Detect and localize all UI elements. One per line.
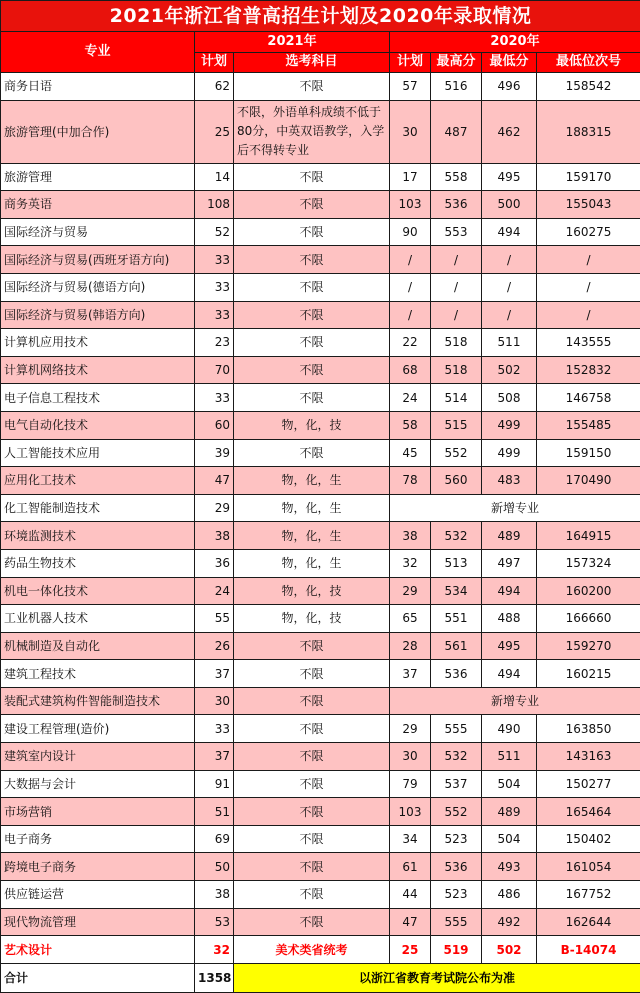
- header-year-2020: 2020年: [390, 32, 640, 53]
- lowest-rank-cell: 143163: [537, 743, 640, 771]
- highest-score-cell: 551: [431, 605, 482, 633]
- plan-2021-cell: 36: [195, 549, 234, 577]
- table-row: [1, 329, 640, 357]
- lowest-rank-cell: 160275: [537, 218, 640, 246]
- plan-2020-cell: 45: [390, 439, 431, 467]
- plan-2021-cell: 50: [195, 853, 234, 881]
- plan-2021-cell: 33: [195, 246, 234, 274]
- major-cell: 商务英语: [1, 191, 195, 219]
- highest-score-cell: 523: [431, 881, 482, 909]
- highest-score-cell: /: [431, 246, 482, 274]
- plan-2020-cell: 29: [390, 577, 431, 605]
- table-row: [1, 356, 640, 384]
- major-cell: 商务日语: [1, 73, 195, 101]
- plan-2021-cell: 23: [195, 329, 234, 357]
- major-cell: 计算机应用技术: [1, 329, 195, 357]
- highest-score-cell: 518: [431, 329, 482, 357]
- subjects-cell: 不限: [234, 218, 390, 246]
- lowest-score-cell: 488: [482, 605, 537, 633]
- highest-score-cell: /: [431, 301, 482, 329]
- lowest-rank-cell: 188315: [537, 100, 640, 163]
- table-row: [1, 191, 640, 219]
- major-cell: 旅游管理(中加合作): [1, 100, 195, 163]
- subjects-cell: 不限: [234, 191, 390, 219]
- subjects-cell: 不限: [234, 798, 390, 826]
- lowest-rank-cell: 155485: [537, 411, 640, 439]
- lowest-score-cell: /: [482, 301, 537, 329]
- plan-2020-cell: 29: [390, 715, 431, 743]
- subjects-cell: 不限: [234, 743, 390, 771]
- plan-2020-cell: 65: [390, 605, 431, 633]
- plan-2020-cell: 44: [390, 881, 431, 909]
- lowest-score-cell: 494: [482, 218, 537, 246]
- major-cell: 药品生物技术: [1, 549, 195, 577]
- lowest-rank-cell: 164915: [537, 522, 640, 550]
- plan-2021-cell: 24: [195, 577, 234, 605]
- plan-2021-cell: 55: [195, 605, 234, 633]
- major-cell: 电子信息工程技术: [1, 384, 195, 412]
- plan-2021-cell: 33: [195, 301, 234, 329]
- major-cell: 市场营销: [1, 798, 195, 826]
- table-row: [1, 246, 640, 274]
- plan-2021-cell: 60: [195, 411, 234, 439]
- lowest-score-cell: 502: [482, 936, 537, 964]
- subjects-cell: 不限: [234, 273, 390, 301]
- table-row: [1, 908, 640, 936]
- major-cell: 化工智能制造技术: [1, 494, 195, 522]
- plan-2020-cell: 30: [390, 743, 431, 771]
- major-cell: 艺术设计: [1, 936, 195, 964]
- header-year-2021: 2021年: [195, 32, 390, 53]
- plan-2020-cell: /: [390, 273, 431, 301]
- lowest-score-cell: 508: [482, 384, 537, 412]
- lowest-score-cell: 497: [482, 549, 537, 577]
- plan-2020-cell: 25: [390, 936, 431, 964]
- highest-score-cell: 552: [431, 798, 482, 826]
- lowest-rank-cell: 167752: [537, 881, 640, 909]
- plan-2021-cell: 37: [195, 743, 234, 771]
- plan-2020-cell: 37: [390, 660, 431, 688]
- header-lowest-rank: 最低位次号: [537, 52, 640, 73]
- new-major-cell: 新增专业: [390, 494, 640, 522]
- header-highest-score: 最高分: [431, 52, 482, 73]
- total-note: 以浙江省教育考试院公布为准: [234, 963, 640, 992]
- table-row: [1, 522, 640, 550]
- highest-score-cell: 536: [431, 853, 482, 881]
- header-subjects: 选考科目: [234, 52, 390, 73]
- table-row: [1, 743, 640, 771]
- lowest-rank-cell: 162644: [537, 908, 640, 936]
- major-cell: 国际经济与贸易(西班牙语方向): [1, 246, 195, 274]
- lowest-rank-cell: 163850: [537, 715, 640, 743]
- major-cell: 建筑工程技术: [1, 660, 195, 688]
- highest-score-cell: 515: [431, 411, 482, 439]
- plan-2020-cell: 103: [390, 798, 431, 826]
- header-major: 专业: [1, 32, 195, 73]
- subjects-cell: 不限: [234, 384, 390, 412]
- highest-score-cell: 532: [431, 522, 482, 550]
- major-cell: 国际经济与贸易(韩语方向): [1, 301, 195, 329]
- highest-score-cell: 516: [431, 73, 482, 101]
- plan-2020-cell: 38: [390, 522, 431, 550]
- plan-2021-cell: 38: [195, 522, 234, 550]
- lowest-score-cell: 511: [482, 329, 537, 357]
- subjects-cell: 物，化，技: [234, 577, 390, 605]
- plan-2021-cell: 69: [195, 825, 234, 853]
- table-row: [1, 853, 640, 881]
- subjects-cell: 物，化，技: [234, 411, 390, 439]
- table-row: [1, 632, 640, 660]
- lowest-score-cell: 495: [482, 163, 537, 191]
- highest-score-cell: /: [431, 273, 482, 301]
- table-row: [1, 411, 640, 439]
- plan-2021-cell: 33: [195, 384, 234, 412]
- table-row: [1, 715, 640, 743]
- lowest-score-cell: 496: [482, 73, 537, 101]
- major-cell: 国际经济与贸易(德语方向): [1, 273, 195, 301]
- lowest-score-cell: 490: [482, 715, 537, 743]
- sheet-title: 2021年浙江省普高招生计划及2020年录取情况: [1, 1, 640, 32]
- major-cell: 工业机器人技术: [1, 605, 195, 633]
- lowest-score-cell: 489: [482, 522, 537, 550]
- plan-2020-cell: 68: [390, 356, 431, 384]
- subjects-cell: 不限: [234, 163, 390, 191]
- highest-score-cell: 537: [431, 770, 482, 798]
- major-cell: 电子商务: [1, 825, 195, 853]
- plan-2020-cell: 47: [390, 908, 431, 936]
- subjects-cell: 不限: [234, 301, 390, 329]
- highest-score-cell: 518: [431, 356, 482, 384]
- table-row: [1, 798, 640, 826]
- lowest-score-cell: 493: [482, 853, 537, 881]
- table-row: [1, 273, 640, 301]
- lowest-rank-cell: 160215: [537, 660, 640, 688]
- lowest-rank-cell: 161054: [537, 853, 640, 881]
- subjects-cell: 不限: [234, 770, 390, 798]
- subjects-cell: 不限: [234, 660, 390, 688]
- lowest-rank-cell: 150277: [537, 770, 640, 798]
- lowest-score-cell: 462: [482, 100, 537, 163]
- highest-score-cell: 553: [431, 218, 482, 246]
- header-plan-2021: 计划: [195, 52, 234, 73]
- total-label: 合计: [1, 963, 195, 992]
- plan-2021-cell: 30: [195, 687, 234, 715]
- lowest-score-cell: 511: [482, 743, 537, 771]
- plan-2021-cell: 47: [195, 467, 234, 495]
- lowest-rank-cell: 159270: [537, 632, 640, 660]
- lowest-rank-cell: 143555: [537, 329, 640, 357]
- subjects-cell: 不限，外语单科成绩不低于80分，中英双语教学，入学后不得转专业: [234, 100, 390, 163]
- total-plan: 1358: [195, 963, 234, 992]
- subjects-cell: 不限: [234, 908, 390, 936]
- table-row: [1, 770, 640, 798]
- lowest-score-cell: /: [482, 273, 537, 301]
- subjects-cell: 不限: [234, 246, 390, 274]
- lowest-rank-cell: /: [537, 246, 640, 274]
- highest-score-cell: 560: [431, 467, 482, 495]
- table-row: [1, 301, 640, 329]
- lowest-score-cell: 494: [482, 577, 537, 605]
- major-cell: 人工智能技术应用: [1, 439, 195, 467]
- plan-2020-cell: 17: [390, 163, 431, 191]
- plan-2021-cell: 26: [195, 632, 234, 660]
- subjects-cell: 美术类省统考: [234, 936, 390, 964]
- plan-2021-cell: 14: [195, 163, 234, 191]
- plan-2020-cell: 24: [390, 384, 431, 412]
- major-cell: 国际经济与贸易: [1, 218, 195, 246]
- table-row: [1, 936, 640, 964]
- highest-score-cell: 536: [431, 191, 482, 219]
- plan-2020-cell: 57: [390, 73, 431, 101]
- table-row: [1, 100, 640, 163]
- lowest-rank-cell: 165464: [537, 798, 640, 826]
- major-cell: 应用化工技术: [1, 467, 195, 495]
- lowest-rank-cell: 158542: [537, 73, 640, 101]
- table-row: [1, 163, 640, 191]
- major-cell: 环境监测技术: [1, 522, 195, 550]
- lowest-score-cell: 499: [482, 439, 537, 467]
- highest-score-cell: 532: [431, 743, 482, 771]
- lowest-score-cell: 499: [482, 411, 537, 439]
- lowest-score-cell: 494: [482, 660, 537, 688]
- plan-2021-cell: 25: [195, 100, 234, 163]
- lowest-score-cell: 502: [482, 356, 537, 384]
- major-cell: 装配式建筑构件智能制造技术: [1, 687, 195, 715]
- lowest-rank-cell: 155043: [537, 191, 640, 219]
- table-row: [1, 687, 640, 715]
- highest-score-cell: 514: [431, 384, 482, 412]
- plan-2021-cell: 33: [195, 273, 234, 301]
- subjects-cell: 物，化，生: [234, 522, 390, 550]
- table-row: [1, 605, 640, 633]
- plan-2021-cell: 62: [195, 73, 234, 101]
- major-cell: 现代物流管理: [1, 908, 195, 936]
- major-cell: 计算机网络技术: [1, 356, 195, 384]
- lowest-score-cell: 495: [482, 632, 537, 660]
- subjects-cell: 物，化，生: [234, 467, 390, 495]
- table-row: [1, 549, 640, 577]
- lowest-rank-cell: 170490: [537, 467, 640, 495]
- lowest-rank-cell: 150402: [537, 825, 640, 853]
- subjects-cell: 物，化，生: [234, 549, 390, 577]
- lowest-rank-cell: 166660: [537, 605, 640, 633]
- plan-2020-cell: /: [390, 301, 431, 329]
- lowest-score-cell: 483: [482, 467, 537, 495]
- table-row: [1, 218, 640, 246]
- total-row: [1, 963, 640, 992]
- lowest-score-cell: /: [482, 246, 537, 274]
- lowest-score-cell: 500: [482, 191, 537, 219]
- highest-score-cell: 555: [431, 715, 482, 743]
- subjects-cell: 不限: [234, 687, 390, 715]
- lowest-score-cell: 486: [482, 881, 537, 909]
- plan-2020-cell: /: [390, 246, 431, 274]
- plan-2021-cell: 91: [195, 770, 234, 798]
- plan-2020-cell: 32: [390, 549, 431, 577]
- lowest-score-cell: 489: [482, 798, 537, 826]
- table-row: [1, 73, 640, 101]
- header-plan-2020: 计划: [390, 52, 431, 73]
- table-body: [1, 73, 640, 964]
- major-cell: 跨境电子商务: [1, 853, 195, 881]
- plan-2020-cell: 22: [390, 329, 431, 357]
- plan-2021-cell: 70: [195, 356, 234, 384]
- lowest-rank-cell: /: [537, 301, 640, 329]
- plan-2020-cell: 103: [390, 191, 431, 219]
- plan-2021-cell: 33: [195, 715, 234, 743]
- table-row: [1, 467, 640, 495]
- subjects-cell: 不限: [234, 825, 390, 853]
- highest-score-cell: 536: [431, 660, 482, 688]
- subjects-cell: 物，化，生: [234, 494, 390, 522]
- plan-2021-cell: 37: [195, 660, 234, 688]
- highest-score-cell: 519: [431, 936, 482, 964]
- plan-2021-cell: 32: [195, 936, 234, 964]
- plan-2020-cell: 79: [390, 770, 431, 798]
- subjects-cell: 不限: [234, 329, 390, 357]
- lowest-score-cell: 492: [482, 908, 537, 936]
- new-major-cell: 新增专业: [390, 687, 640, 715]
- subjects-cell: 不限: [234, 881, 390, 909]
- highest-score-cell: 555: [431, 908, 482, 936]
- highest-score-cell: 523: [431, 825, 482, 853]
- plan-2020-cell: 90: [390, 218, 431, 246]
- subjects-cell: 不限: [234, 439, 390, 467]
- subjects-cell: 不限: [234, 356, 390, 384]
- highest-score-cell: 561: [431, 632, 482, 660]
- plan-2020-cell: 61: [390, 853, 431, 881]
- table-row: [1, 494, 640, 522]
- plan-2021-cell: 38: [195, 881, 234, 909]
- highest-score-cell: 513: [431, 549, 482, 577]
- plan-2020-cell: 78: [390, 467, 431, 495]
- lowest-rank-cell: B-14074: [537, 936, 640, 964]
- subjects-cell: 不限: [234, 853, 390, 881]
- major-cell: 旅游管理: [1, 163, 195, 191]
- subjects-cell: 物，化，技: [234, 605, 390, 633]
- subjects-cell: 不限: [234, 73, 390, 101]
- lowest-rank-cell: 157324: [537, 549, 640, 577]
- lowest-rank-cell: /: [537, 273, 640, 301]
- major-cell: 机械制造及自动化: [1, 632, 195, 660]
- plan-2021-cell: 39: [195, 439, 234, 467]
- major-cell: 供应链运营: [1, 881, 195, 909]
- lowest-rank-cell: 146758: [537, 384, 640, 412]
- lowest-rank-cell: 160200: [537, 577, 640, 605]
- plan-2020-cell: 30: [390, 100, 431, 163]
- plan-2021-cell: 52: [195, 218, 234, 246]
- highest-score-cell: 487: [431, 100, 482, 163]
- table-row: [1, 577, 640, 605]
- table-row: [1, 384, 640, 412]
- highest-score-cell: 552: [431, 439, 482, 467]
- subjects-cell: 不限: [234, 715, 390, 743]
- major-cell: 大数据与会计: [1, 770, 195, 798]
- highest-score-cell: 558: [431, 163, 482, 191]
- table-row: [1, 439, 640, 467]
- plan-2021-cell: 53: [195, 908, 234, 936]
- lowest-rank-cell: 152832: [537, 356, 640, 384]
- plan-2020-cell: 34: [390, 825, 431, 853]
- major-cell: 建设工程管理(造价): [1, 715, 195, 743]
- table-row: [1, 825, 640, 853]
- highest-score-cell: 534: [431, 577, 482, 605]
- lowest-rank-cell: 159150: [537, 439, 640, 467]
- header-lowest-score: 最低分: [482, 52, 537, 73]
- lowest-score-cell: 504: [482, 770, 537, 798]
- lowest-rank-cell: 159170: [537, 163, 640, 191]
- table-row: [1, 660, 640, 688]
- major-cell: 电气自动化技术: [1, 411, 195, 439]
- major-cell: 建筑室内设计: [1, 743, 195, 771]
- lowest-score-cell: 504: [482, 825, 537, 853]
- major-cell: 机电一体化技术: [1, 577, 195, 605]
- plan-2021-cell: 108: [195, 191, 234, 219]
- plan-2020-cell: 28: [390, 632, 431, 660]
- subjects-cell: 不限: [234, 632, 390, 660]
- plan-2021-cell: 51: [195, 798, 234, 826]
- plan-2021-cell: 29: [195, 494, 234, 522]
- table-row: [1, 881, 640, 909]
- plan-2020-cell: 58: [390, 411, 431, 439]
